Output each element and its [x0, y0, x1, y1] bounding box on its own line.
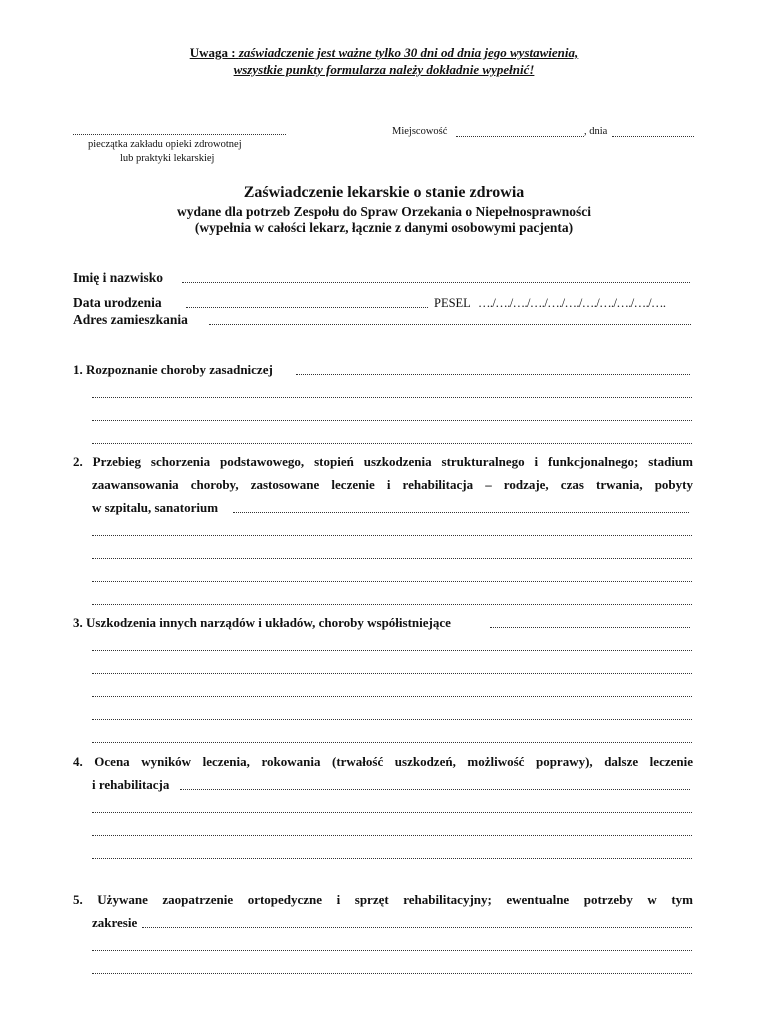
section-3-heading: 3. Uszkodzenia innych narządów i układów, choroby współistniejące [73, 615, 451, 630]
section-4-line-1[interactable] [92, 812, 692, 813]
date-dotline[interactable] [612, 136, 694, 137]
section-5-heading-1: 5. Używane zaopatrzenie ortopedyczne i sprzęt rehabilitacyjny; ewentualne potrzeby w tym [73, 892, 693, 907]
section-2-line-1[interactable] [92, 535, 692, 536]
place-label: Miejscowość [392, 126, 448, 137]
section-2-heading-1: 2. Przebieg schorzenia podstawowego, stopień uszkodzenia strukturalnego i funkcjonalnego; stadium [73, 454, 693, 469]
section-3-line-2[interactable] [92, 673, 692, 674]
section-5-line-0[interactable] [142, 927, 692, 928]
section-3-line-5[interactable] [92, 742, 692, 743]
section-4-heading-2: i rehabilitacja [92, 777, 170, 792]
stamp-label-1: pieczątka zakładu opieki zdrowotnej [88, 139, 242, 150]
notice-text-1: zaświadczenie jest ważne tylko 30 dni od dnia jego wystawienia, [238, 45, 579, 60]
birth-label: Data urodzenia [73, 295, 162, 310]
section-1-line-1[interactable] [92, 397, 692, 398]
section-2-line-2[interactable] [92, 558, 692, 559]
section-3-line-1[interactable] [92, 650, 692, 651]
section-3-line-3[interactable] [92, 696, 692, 697]
section-2-line-0[interactable] [233, 512, 689, 513]
section-2-line-4[interactable] [92, 604, 692, 605]
birth-field[interactable] [186, 307, 428, 308]
stamp-label-2: lub praktyki lekarskiej [120, 153, 215, 164]
pesel-label: PESEL [434, 296, 471, 310]
section-5-heading-2: zakresie [92, 915, 138, 930]
section-4-heading-1: 4. Ocena wyników leczenia, rokowania (trwałość uszkodzeń, możliwość poprawy), dalsze leczenie [73, 754, 693, 769]
notice-line-1 [0, 44, 768, 61]
section-3-line-0[interactable] [490, 627, 690, 628]
section-5-line-2[interactable] [92, 973, 692, 974]
section-5-line-1[interactable] [92, 950, 692, 951]
section-4-line-3[interactable] [92, 858, 692, 859]
section-4-line-0[interactable] [180, 789, 690, 790]
place-dotline[interactable] [456, 136, 584, 137]
section-1-heading: 1. Rozpoznanie choroby zasadniczej [73, 362, 273, 377]
document-subtitle-2: (wypełnia w całości lekarz, łącznie z danymi osobowymi pacjenta) [194, 220, 574, 235]
document-title: Zaświadczenie lekarskie o stanie zdrowia [243, 184, 525, 201]
address-label: Adres zamieszkania [73, 312, 188, 327]
document-subtitle-1: wydane dla potrzeb Zespołu do Spraw Orzekania o Niepełnosprawności [176, 204, 592, 219]
notice-prefix: Uwaga : [189, 45, 236, 60]
date-label: , dnia [584, 126, 608, 137]
section-2-heading-3: w szpitalu, sanatorium [92, 500, 219, 515]
address-field[interactable] [209, 324, 691, 325]
section-1-line-2[interactable] [92, 420, 692, 421]
section-1-line-0[interactable] [296, 374, 690, 375]
name-label: Imię i nazwisko [73, 270, 164, 285]
section-2-line-3[interactable] [92, 581, 692, 582]
section-3-line-4[interactable] [92, 719, 692, 720]
notice-line-2: wszystkie punkty formularza należy dokładnie wypełnić! [233, 62, 535, 77]
name-field[interactable] [182, 282, 690, 283]
section-1-line-3[interactable] [92, 443, 692, 444]
pesel-field[interactable]: …./…./…./…./…./…./…./…./…./…./…. [478, 296, 666, 310]
section-2-heading-2: zaawansowania choroby, zastosowane leczenie i rehabilitacja – rodzaje, czas trwania, pobyty [92, 477, 693, 492]
section-4-line-2[interactable] [92, 835, 692, 836]
stamp-dotline[interactable] [73, 134, 286, 135]
